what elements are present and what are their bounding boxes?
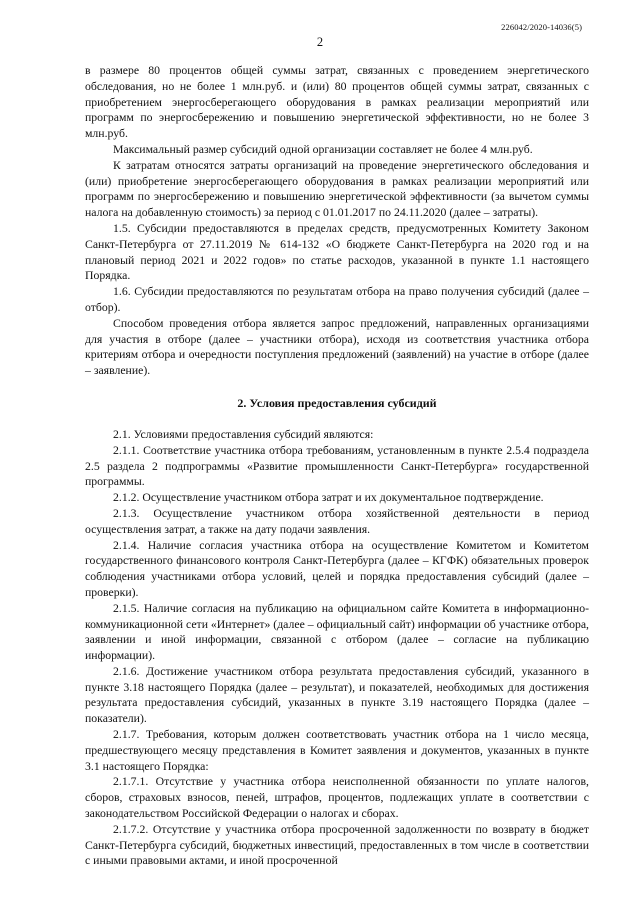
paragraph-costs-definition: К затратам относятся затраты организаций на проведение энергетического обследования и (или) приобретение энергосберегающего оборудования в рамках реализации мероприятий или программ по энергосбережению и повышению энергетической эффективности (за вычетом суммы налога на добавленную стоимость) за период с 01.01.2017 по 24.11.2020 (далее – затраты). [85, 158, 589, 220]
document-registration-number: 226042/2020-14036(5) [501, 22, 582, 32]
paragraph-1-6: 1.6. Субсидии предоставляются по результатам отбора на право получения субсидий (далее – отбор). [85, 285, 589, 314]
paragraph-2-1-7-2: 2.1.7.2. Отсутствие у участника отбора просроченной задолженности по возврату в бюджет Санкт-Петербурга субсидий, бюджетных инвестиций, предоставленных в том числе в соответствии с иными правовыми актами, и иной просроченной [85, 822, 589, 868]
paragraph-1-5: 1.5. Субсидии предоставляются в пределах средств, предусмотренных Комитету Законом Санкт-Петербурга от 27.11.2019 № 614-132 «О бюджете Санкт-Петербурга на 2020 год и на плановый период 2021 и 2022 годов» по статье расходов, указанной в пункте 1.1 настоящего Порядка. [85, 221, 589, 283]
paragraph-2-1-6: 2.1.6. Достижение участником отбора результата предоставления субсидий, указанного в пункте 3.18 настоящего Порядка (далее – результат), и показателей, необходимых для достижения результата предоставления субсидий, указанных в пункте 3.19 настоящего Порядка (далее – показатели). [85, 664, 589, 726]
paragraph-2-1-7: 2.1.7. Требования, которым должен соответствовать участник отбора на 1 число месяца, предшествующего месяцу представления в Комитет заявления и документов, указанных в пункте 3.1 настоящего Порядка: [85, 728, 589, 773]
paragraph-continuation: в размере 80 процентов общей суммы затрат, связанных с проведением энергетического обследования, но не более 1 млн.руб. и (или) 80 процентов общей суммы затрат, связанных с приобретением энергосберегающего оборудования в рамках реализации мероприятий или программ по энергосбережению и повышению энергетической эффективности, но не более 3 млн.руб. [85, 64, 589, 141]
paragraph-2-1: 2.1. Условиями предоставления субсидий являются: [113, 427, 374, 441]
page-number: 2 [316, 35, 324, 49]
paragraph-2-1-1: 2.1.1. Соответствие участника отбора требованиям, установленным в пункте 2.5.4 подраздела 2.5 раздела 2 подпрограммы «Развитие промышленности Санкт-Петербурга» государственной программы. [85, 443, 589, 489]
paragraph-max-subsidy: Максимальный размер субсидий одной организации составляет не более 4 млн.руб. [113, 142, 533, 156]
paragraph-2-1-2: 2.1.2. Осуществление участником отбора затрат и их документальное подтверждение. [113, 491, 544, 505]
document-body [85, 63, 589, 869]
paragraph-2-1-5: 2.1.5. Наличие согласия на публикацию на официальном сайте Комитета в информационно-коммуникационной сети «Интернет» (далее – официальный сайт) информации об участнике отбора, заявлении и иной информации, связанной с отбором (далее – согласие на публикацию информации). [85, 601, 589, 663]
paragraph-2-1-3: 2.1.3. Осуществление участником отбора хозяйственной деятельности в период осуществления затрат, а также на дату подачи заявления. [85, 506, 589, 536]
paragraph-2-1-4: 2.1.4. Наличие согласия участника отбора на осуществление Комитетом и Комитетом государственного финансового контроля Санкт-Петербурга (далее – КГФК) обязательных проверок соблюдения участниками отбора условий, целей и порядка предоставления субсидий (далее – проверки). [85, 538, 589, 599]
section-heading: 2. Условия предоставления субсидий [237, 395, 437, 410]
paragraph-2-1-7-1: 2.1.7.1. Отсутствие у участника отбора неисполненной обязанности по уплате налогов, сборов, страховых взносов, пеней, штрафов, процентов, подлежащих уплате в соответствии с законодательством Российской Федерации о налогах и сборах. [85, 775, 589, 821]
paragraph-selection-method: Способом проведения отбора является запрос предложений, направленных организациями для участия в отборе (далее – участники отбора), исходя из соответствия участника отбора критериям отбора и очередности поступления предложений (заявлений) на участие в отборе (далее – заявление). [85, 316, 589, 378]
